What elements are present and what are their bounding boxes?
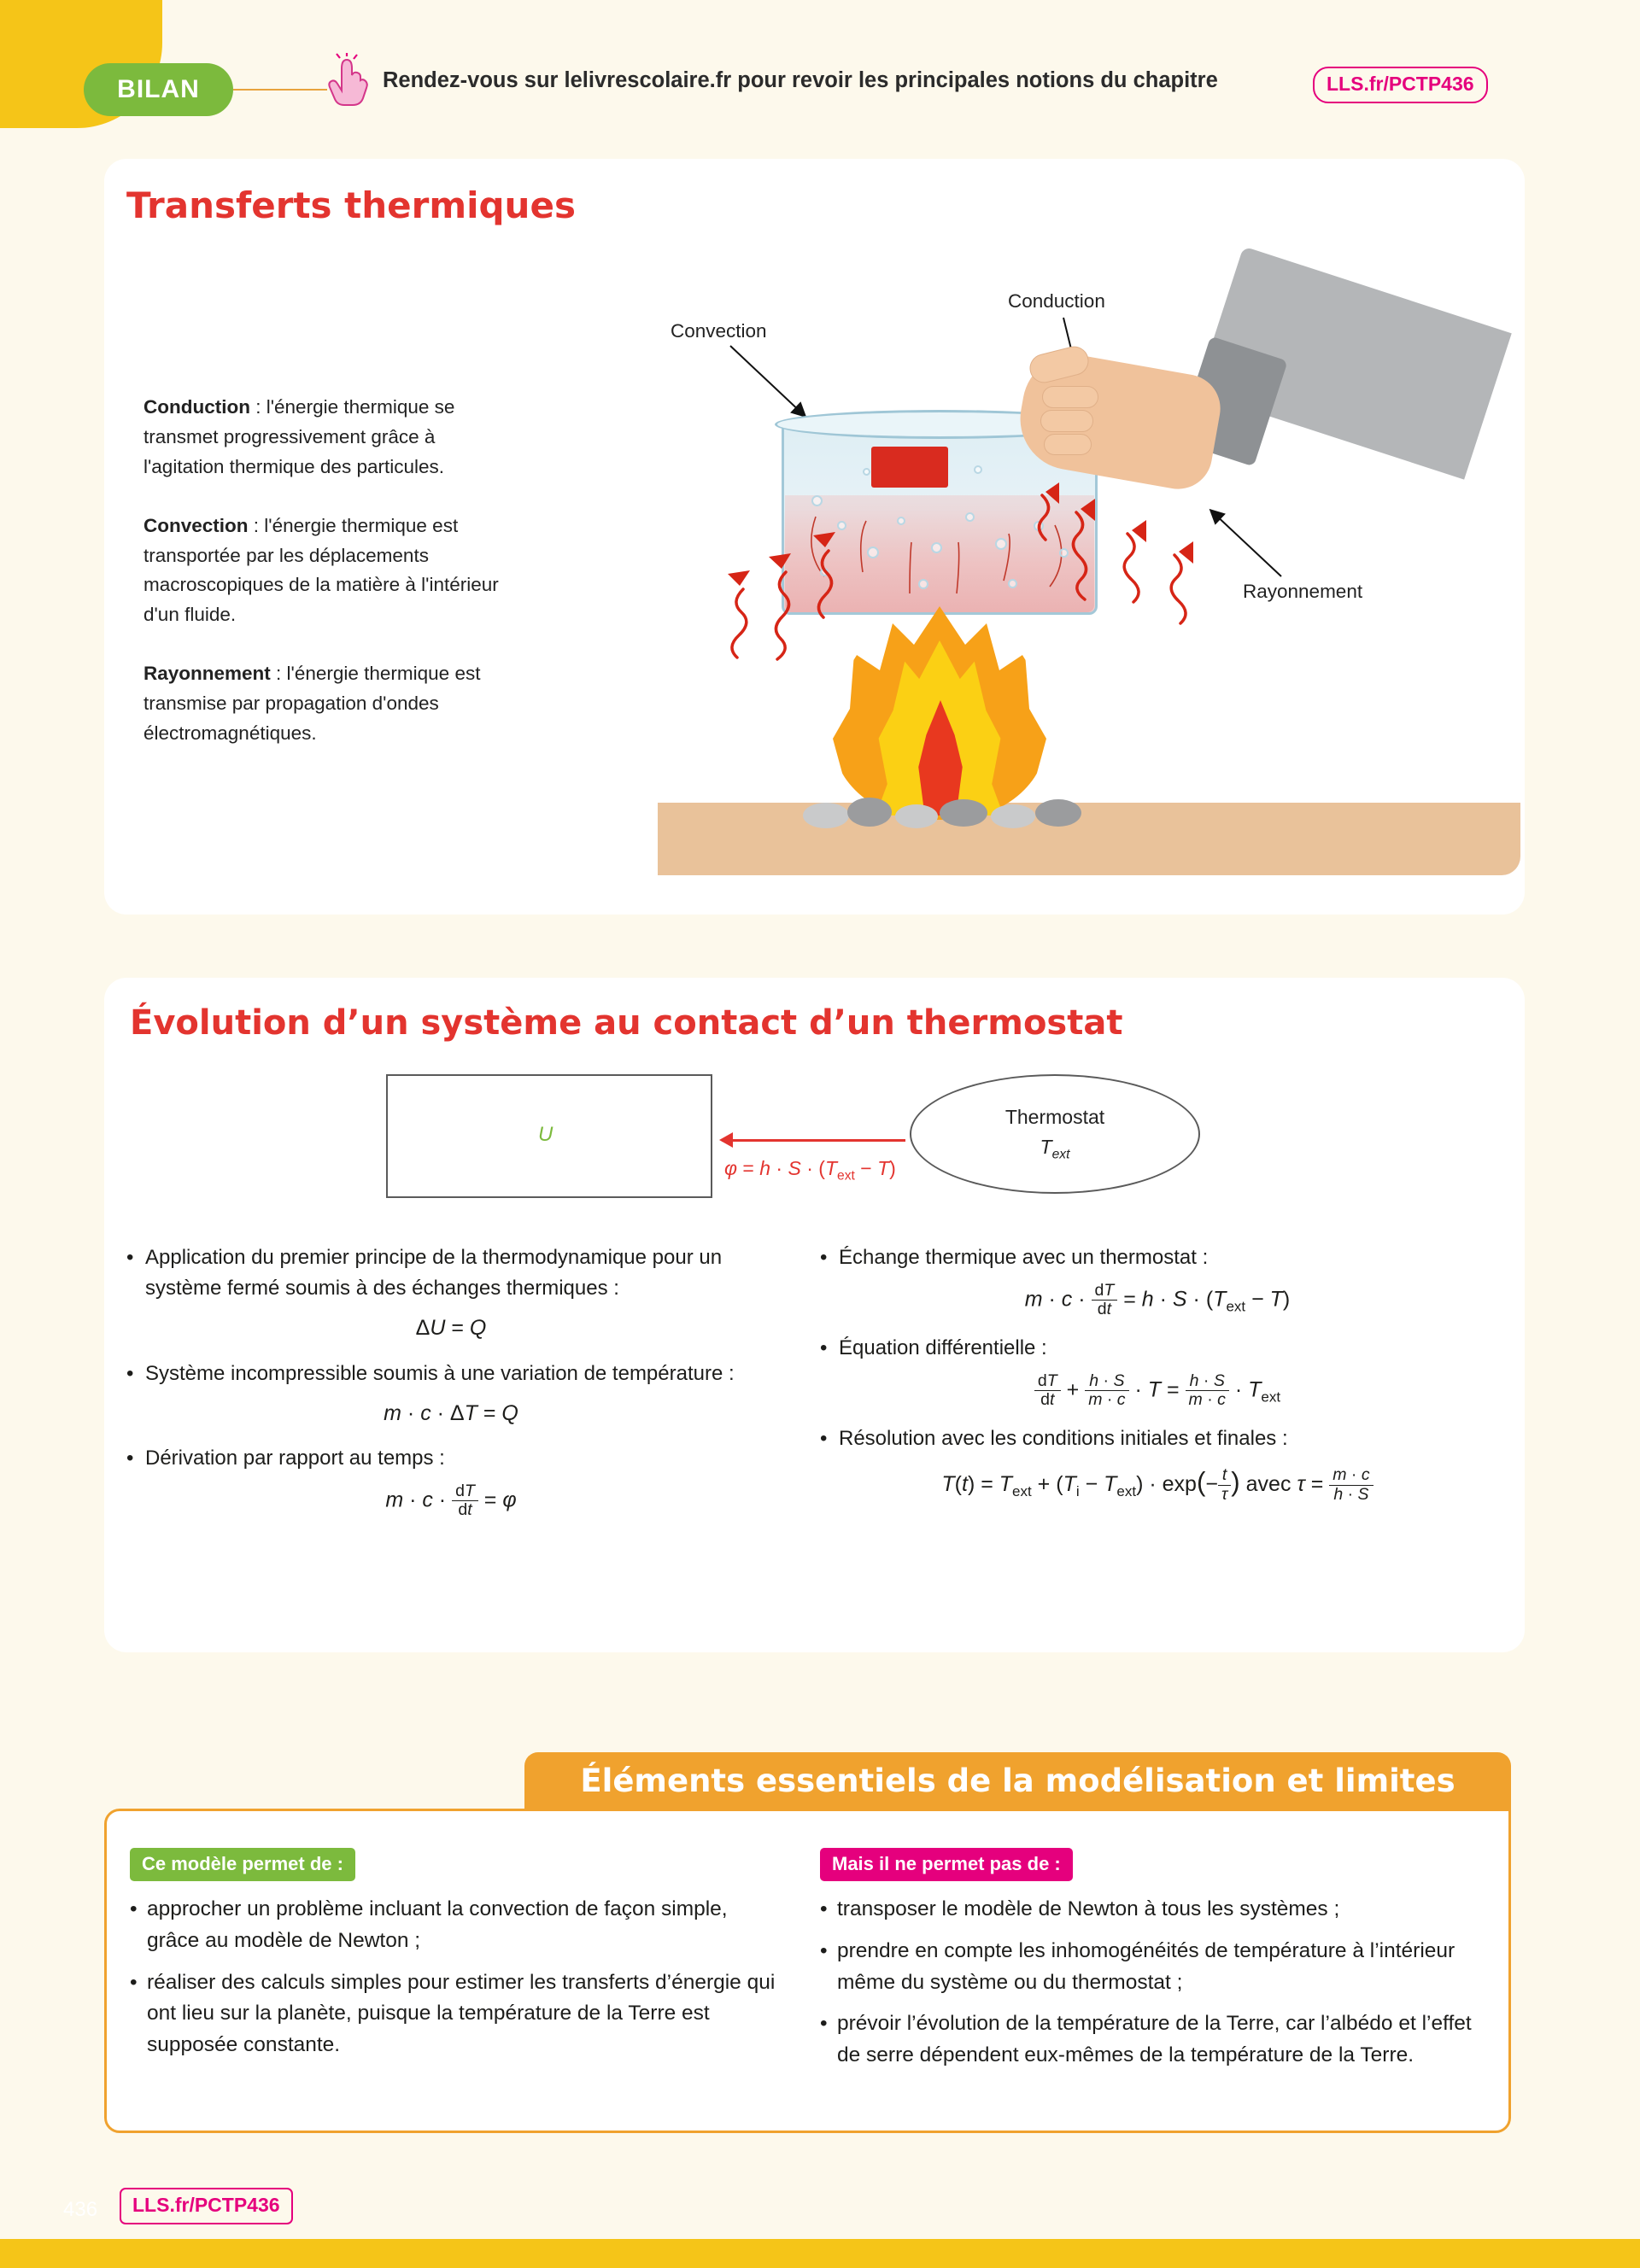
bullet-text: Dérivation par rapport au temps : — [145, 1447, 445, 1470]
equation-mc-deltat: m · c · ΔT = Q — [384, 1400, 518, 1425]
label-rayonnement: Rayonnement — [1243, 581, 1363, 602]
list-item — [820, 2008, 1495, 2072]
equation-delta-u: ΔU = Q — [415, 1316, 487, 1340]
bullet-dot: • — [130, 1897, 138, 1920]
list-item — [130, 1967, 779, 2061]
page-number: 436 — [63, 2198, 98, 2221]
list-item — [126, 1242, 776, 1304]
left-bullet-column — [126, 1242, 776, 1534]
flux-arrow-head — [719, 1132, 733, 1148]
list-item — [820, 1894, 1495, 1926]
can-items-list — [130, 1894, 779, 2072]
thermostat-temperature-label: $T_{ext}$ — [1040, 1135, 1070, 1162]
equation-differential: $\frac{dT}{dt}$ + $\frac{h \cdot S}{m \cdot c}$ · T = $\frac{h \cdot S}{m \cdot c}$ · $T_{ext}$ — [820, 1372, 1495, 1410]
label-convection: Convection — [671, 320, 767, 342]
definition-convection — [144, 511, 511, 631]
list-item — [126, 1443, 776, 1474]
list-item — [820, 1333, 1495, 1364]
bullet-dot: • — [820, 1246, 828, 1269]
equation-solution: $T(t) = T_{ext} + (T_i - T_{ext}) \cdot \exp(-$ $\frac{t}{\tau}$ ) avec τ = $\frac{m \cdot c}{h \cdot S}$ — [820, 1463, 1495, 1504]
list-item-text: réaliser des calculs simples pour estimer les transferts d’énergie qui ont lieu sur la planète, puisque la température de la Terre est supposée constante. — [147, 1970, 776, 2056]
definition-text: : l'énergie thermique est transportée par les déplacements macroscopiques de la matière à l'intérieur d'un fluide. — [144, 514, 499, 626]
list-item-text: approcher un problème incluant la convection de façon simple, grâce au modèle de Newton ; — [147, 1897, 728, 1952]
bullet-dot: • — [126, 1447, 134, 1470]
footer-code-badge[interactable]: LLS.fr/PCTP436 — [120, 2188, 293, 2224]
right-bullet-column — [820, 1242, 1495, 1517]
bullet-dot: • — [130, 1970, 138, 1994]
definition-text: : l'énergie thermique est transmise par propagation d'ondes électromagnétiques. — [144, 663, 481, 744]
bullet-dot: • — [820, 2012, 828, 2036]
bullet-dot: • — [820, 1938, 828, 1962]
chapter-code-badge[interactable]: LLS.fr/PCTP436 — [1313, 67, 1488, 103]
bullet-text: Application du premier principe de la thermodynamique pour un système fermé soumis à des échanges thermiques : — [145, 1246, 723, 1300]
page-title-evolution: Évolution d’un système au contact d’un thermostat — [130, 1003, 1123, 1043]
label-conduction: Conduction — [1008, 290, 1105, 312]
flux-formula: $\varphi = h \cdot S \cdot (T_{ext} - T)$ — [724, 1157, 896, 1184]
thermostat-ellipse — [910, 1074, 1200, 1194]
bullet-text: Équation différentielle : — [839, 1336, 1047, 1359]
bullet-dot: • — [126, 1361, 134, 1385]
bullet-dot: • — [820, 1336, 828, 1359]
status-badge-can: Ce modèle permet de : — [130, 1848, 355, 1881]
bullet-dot: • — [126, 1246, 134, 1269]
list-item — [820, 1242, 1495, 1273]
bilan-badge: BILAN — [84, 63, 233, 116]
flux-arrow-line — [722, 1139, 905, 1142]
definition-conduction — [144, 393, 511, 482]
list-item-text: prévoir l’évolution de la température de la Terre, car l’albédo et l’effet de serre dépendent eux-mêmes de la température de la Terre. — [837, 2012, 1472, 2066]
thermostat-label: Thermostat — [1004, 1105, 1105, 1128]
list-item — [820, 1936, 1495, 1999]
header-instruction: Rendez-vous sur lelivrescolaire.fr pour revoir les principales notions du chapitre — [383, 68, 1218, 92]
pointing-hand-icon — [323, 53, 376, 106]
list-item-text: prendre en compte les inhomogénéités de température à l’intérieur même du système ou du thermostat ; — [837, 1938, 1456, 1994]
equation-mc-dtdt: m · c · $\frac{dT}{dt}$ = φ — [385, 1482, 517, 1520]
bullet-text: Système incompressible soumis à une variation de température : — [145, 1361, 735, 1385]
radiation-waves — [530, 239, 1520, 871]
footer-band — [0, 2239, 1640, 2268]
bullet-dot: • — [820, 1426, 828, 1450]
list-item — [820, 1423, 1495, 1454]
status-badge-cannot: Mais il ne permet pas de : — [820, 1848, 1073, 1881]
definition-rayonnement — [144, 659, 511, 749]
header-connector-line — [233, 89, 327, 91]
list-item — [130, 1894, 779, 1957]
illustration-transferts-thermiques — [530, 239, 1520, 871]
bullet-dot: • — [820, 1897, 828, 1920]
definition-term: Convection — [144, 514, 249, 536]
definition-term: Conduction — [144, 396, 250, 418]
definitions-list — [144, 393, 511, 778]
definition-text: : l'énergie thermique se transmet progressivement grâce à l'agitation thermique des particules. — [144, 396, 455, 477]
section-title-elements-essentiels: Éléments essentiels de la modélisation et limites — [524, 1752, 1511, 1809]
system-internal-energy-label: U — [538, 1123, 554, 1146]
equation-exchange: m · c · $\frac{dT}{dt}$ = $h \cdot S \cdot (T_{ext} - T)$ — [1024, 1281, 1291, 1319]
list-item — [126, 1359, 776, 1389]
bullet-text: Résolution avec les conditions initiales et finales : — [839, 1426, 1288, 1450]
page-title-transferts: Transferts thermiques — [126, 184, 576, 226]
definition-term: Rayonnement — [144, 663, 271, 685]
bullet-text: Échange thermique avec un thermostat : — [839, 1246, 1209, 1269]
list-item-text: transposer le modèle de Newton à tous les systèmes ; — [837, 1897, 1340, 1920]
cannot-items-list — [820, 1894, 1495, 2082]
